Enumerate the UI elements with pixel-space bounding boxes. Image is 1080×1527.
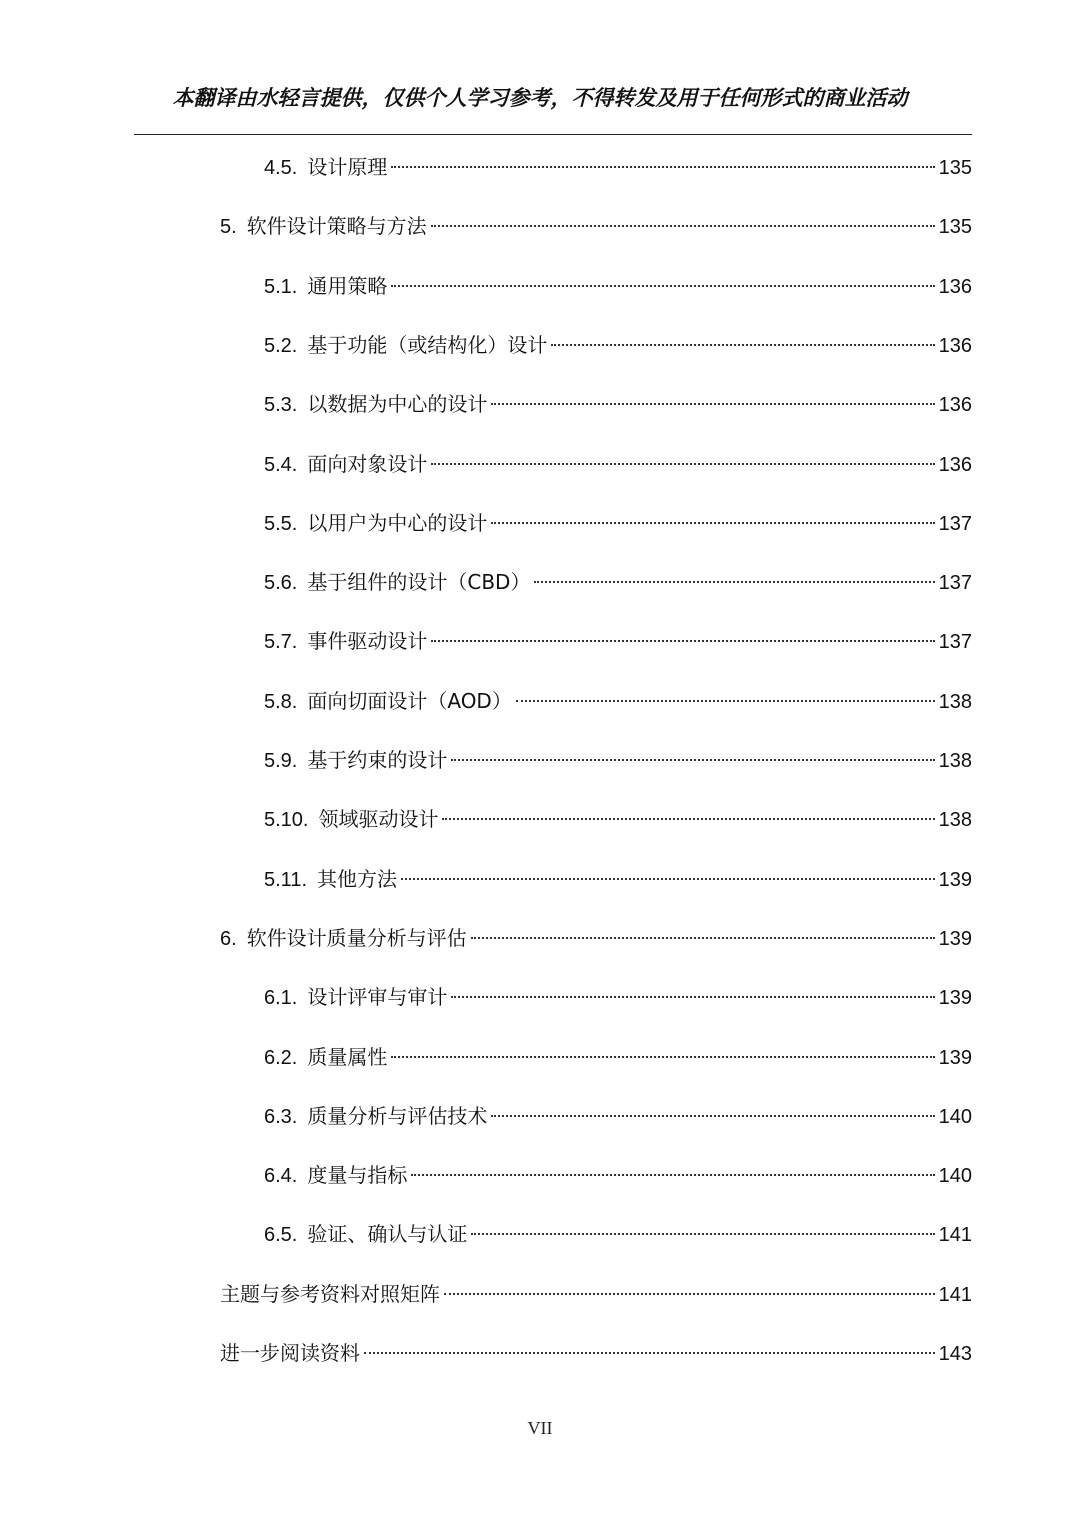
toc-entry-number: 5.10. [264,809,309,832]
toc-entry-title: 通用策略 [307,273,388,298]
toc-entry[interactable] [264,448,972,480]
toc-dot-leader [551,344,934,346]
toc-entry-title: 软件设计质量分析与评估 [246,925,467,950]
toc-entry[interactable] [264,625,972,657]
toc-entry-page: 135 [938,216,972,239]
toc-entry-page: 136 [938,334,972,357]
toc-entry[interactable] [220,922,972,954]
toc-entry-title: 面向切面设计（AOD） [307,688,512,713]
toc-dot-leader [391,166,934,168]
toc-entry-page: 143 [938,1343,972,1365]
toc-entry-number: 6.2. [264,1046,298,1069]
toc-entry-page: 137 [938,512,972,535]
toc-entry-title: 其他方法 [317,866,397,891]
toc-dot-leader [442,818,934,820]
toc-entry[interactable] [264,1041,972,1073]
toc-entry-number: 5.2. [264,334,298,357]
toc-entry-number: 6.5. [264,1224,298,1247]
toc-entry-number: 5.6. [264,572,298,595]
toc-entry[interactable] [220,1337,972,1369]
toc-entry[interactable] [264,388,972,420]
toc-entry[interactable] [264,981,972,1013]
toc-entry[interactable] [264,863,972,895]
toc-entry[interactable] [264,270,972,302]
toc-entry-title: 软件设计策略与方法 [246,214,427,239]
toc-dot-leader [444,1293,935,1295]
toc-entry[interactable] [264,803,972,835]
toc-entry[interactable] [264,1159,972,1191]
toc-dot-leader [471,937,935,939]
toc-entry-page: 138 [938,750,972,772]
toc-entry-page: 139 [938,987,972,1010]
toc-entry-page: 135 [938,157,972,179]
toc-entry-number: 5.11. [264,868,307,891]
toc-entry-title: 面向对象设计 [307,451,428,476]
toc-entry[interactable] [264,507,972,539]
toc-entry-page: 141 [938,1224,972,1247]
toc-entry-number: 5.4. [264,453,298,476]
toc-entry-title: 以用户为中心的设计 [307,510,488,535]
toc-entry-number: 5.3. [264,394,298,417]
toc-entry-page: 136 [938,453,972,476]
toc-entry-page: 140 [938,1165,972,1188]
toc-entry-page: 140 [938,1105,972,1128]
toc-entry[interactable] [220,1278,972,1310]
toc-entry-number: 5.7. [264,631,298,654]
toc-entry-page: 137 [938,631,972,654]
toc-entry[interactable] [264,151,972,183]
toc-entry[interactable] [264,1218,972,1250]
toc-entry-number: 6.4. [264,1165,298,1188]
toc-entry-number: 5.8. [264,690,298,713]
toc-entry-title: 领域驱动设计 [318,807,439,832]
toc-entry-number: 6.1. [264,987,298,1010]
toc-entry-title: 基于组件的设计（CBD） [307,570,531,595]
toc-dot-leader [364,1352,935,1354]
toc-entry[interactable] [264,1100,972,1132]
toc-dot-leader [401,878,935,880]
toc-entry-title: 设计评审与审计 [307,985,448,1010]
toc-dot-leader [451,996,934,998]
toc-entry-page: 141 [938,1283,972,1306]
toc-dot-leader [451,759,934,761]
toc-entry-title: 质量属性 [307,1044,388,1069]
toc-entry-title: 以数据为中心的设计 [307,392,488,417]
toc-entry-page: 137 [938,572,972,595]
running-header: 本翻译由水轻言提供，仅供个人学习参考，不得转发及用于任何形式的商业活动 [172,86,908,110]
toc-entry-page: 136 [938,275,972,298]
toc-dot-leader [431,463,934,465]
toc-entry-title: 进一步阅读资料 [220,1341,360,1365]
toc-entry[interactable] [264,685,972,717]
toc-entry-title: 事件驱动设计 [307,629,428,654]
toc-entry-title: 主题与参考资料对照矩阵 [220,1281,440,1306]
toc-entry[interactable] [264,329,972,361]
toc-entry-page: 138 [938,690,972,713]
toc-dot-leader [411,1174,934,1176]
toc-dot-leader [391,285,934,287]
toc-dot-leader [516,700,935,702]
toc-dot-leader [491,1115,934,1117]
header-divider [134,134,972,135]
toc-entry-number: 6.3. [264,1105,298,1128]
toc-entry-title: 设计原理 [307,155,388,179]
toc-dot-leader [431,225,935,227]
toc-entry-page: 139 [938,1046,972,1069]
toc-entry-title: 基于功能（或结构化）设计 [307,332,548,357]
toc-dot-leader [534,581,934,583]
toc-entry-page: 139 [938,868,972,891]
toc-entry-number: 5.5. [264,512,298,535]
toc-entry-title: 质量分析与评估技术 [307,1103,488,1128]
toc-entry-number: 5. [220,216,237,239]
toc-entry-number: 5.9. [264,750,298,772]
toc-entry-page: 138 [938,809,972,832]
toc-entry-title: 度量与指标 [307,1163,408,1188]
toc-entry-number: 6. [220,927,237,950]
toc-entry[interactable] [264,566,972,598]
toc-dot-leader [491,522,934,524]
toc-entry-page: 139 [938,927,972,950]
page-number: VII [527,1418,553,1438]
toc-entry-title: 基于约束的设计 [307,748,448,772]
toc-entry-number: 4.5. [264,157,298,179]
toc-entry[interactable] [220,210,972,242]
toc-dot-leader [391,1056,934,1058]
toc-dot-leader [491,403,934,405]
toc-entry-title: 验证、确认与认证 [307,1222,468,1247]
toc-dot-leader [431,640,934,642]
toc-entry-page: 136 [938,394,972,417]
toc-entry-number: 5.1. [264,275,298,298]
toc-entry[interactable] [264,744,972,776]
toc-dot-leader [471,1233,934,1235]
